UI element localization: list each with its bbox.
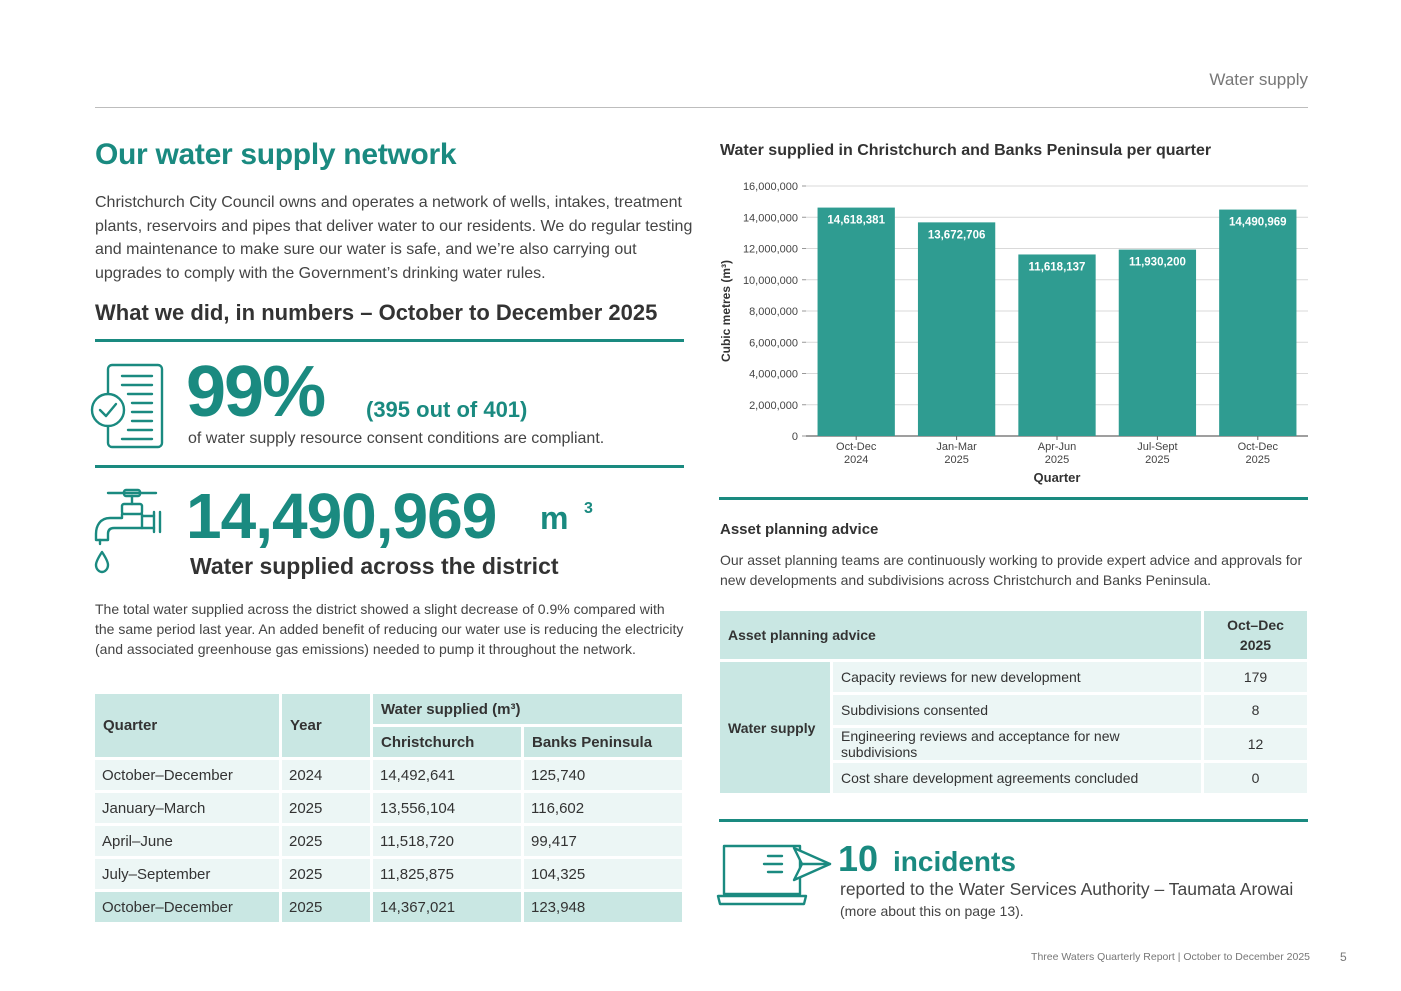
water-supplied-unit: m xyxy=(540,500,569,536)
section-label: Water supply xyxy=(1209,70,1308,89)
asset-planning-title: Asset planning advice xyxy=(720,521,879,538)
bar-data-label: 14,490,969 xyxy=(1229,216,1287,229)
y-tick-label: 0 xyxy=(791,431,798,443)
cell-year: 2024 xyxy=(289,766,323,784)
water-supplied-value: 14,490,969 xyxy=(186,480,497,552)
asset-header-quarter: Oct–Dec xyxy=(1227,617,1284,633)
compliance-description: of water supply resource consent conditions are compliant. xyxy=(188,430,605,447)
asset-planning-table xyxy=(717,608,1310,796)
divider xyxy=(95,339,684,342)
water-supplied-table xyxy=(92,691,685,925)
table-row xyxy=(95,826,682,856)
col-quarter-header: Quarter xyxy=(95,694,279,757)
page-title: Our water supply network xyxy=(95,138,457,171)
asset-row-label: Subdivisions consented xyxy=(841,702,989,718)
y-axis-label: Cubic metres (m³) xyxy=(719,259,733,363)
y-tick-label: 2,000,000 xyxy=(749,399,798,412)
y-tick-label: 12,000,000 xyxy=(742,243,798,256)
cell-quarter: July–September xyxy=(102,865,211,883)
x-tick-label: Apr-Jun xyxy=(1037,441,1077,453)
x-tick-label: Oct-Dec xyxy=(1237,441,1278,453)
incidents-count: 10 xyxy=(838,838,879,879)
y-tick-label: 8,000,000 xyxy=(749,306,798,318)
cell-banks: 125,740 xyxy=(531,766,586,784)
table-row xyxy=(95,793,682,823)
cell-banks: 123,948 xyxy=(531,898,586,916)
x-tick-label: Jul-Sept xyxy=(1137,441,1178,453)
x-tick-label-year: 2025 xyxy=(1245,454,1271,466)
bar xyxy=(818,208,895,436)
cell-christchurch: 11,518,720 xyxy=(380,832,454,850)
bar xyxy=(918,222,995,436)
y-tick-label: 14,000,000 xyxy=(742,212,798,225)
cell-year: 2025 xyxy=(289,898,323,916)
asset-row-label: Engineering reviews and acceptance for new subdivisions xyxy=(841,728,1120,760)
bar xyxy=(1219,210,1296,436)
asset-row-label: Capacity reviews for new development xyxy=(841,669,1081,685)
cell-year: 2025 xyxy=(289,832,323,850)
bar-data-label: 13,672,706 xyxy=(927,229,986,242)
col-year-header: Year xyxy=(282,694,370,757)
table-row xyxy=(720,662,1307,692)
col-banks-header: Banks Peninsula xyxy=(524,727,682,757)
x-tick-label: Oct-Dec xyxy=(836,441,877,453)
cell-christchurch: 11,825,875 xyxy=(380,865,454,883)
cell-christchurch: 14,492,641 xyxy=(380,766,456,784)
checklist-icon xyxy=(88,362,168,452)
x-tick-label: Jan-Mar xyxy=(936,441,977,453)
bar xyxy=(1119,250,1196,436)
water-supplied-description: Water supplied across the district xyxy=(190,553,559,579)
incidents-label: incidents xyxy=(893,846,1016,877)
water-supplied-paragraph: The total water supplied across the district showed a slight decrease of 0.9% compared with the same period last year. An added benefit of reducing our water use is reducing the electricity (and associated greenhouse gas emissions) needed to pump it throughout the network. xyxy=(95,601,684,657)
compliance-percent: 99% xyxy=(186,352,325,432)
laptop-send-icon xyxy=(716,840,834,910)
cell-quarter: January–March xyxy=(102,799,206,817)
col-christchurch-header: Christchurch xyxy=(373,727,521,757)
bar-data-label: 11,930,200 xyxy=(1128,256,1186,269)
water-supplied-unit-sup: 3 xyxy=(584,500,593,517)
chart-title: Water supplied in Christchurch and Banks Peninsula per quarter xyxy=(720,142,1212,159)
cell-quarter: October–December xyxy=(102,766,233,784)
page-header xyxy=(95,66,1308,108)
divider xyxy=(95,465,684,468)
cell-quarter: April–June xyxy=(102,832,173,850)
table-row xyxy=(95,760,682,790)
intro-paragraph: Christchurch City Council owns and operates a network of wells, intakes, treatment plants, reservoirs and pipes that deliver water to our residents. We do regular testing and maintenance to make sure our water is safe, and we’re also carrying out upgrades to comply with the Government’s drinking water rules. xyxy=(95,194,693,282)
bar-data-label: 11,618,137 xyxy=(1028,261,1086,274)
asset-row-value: 8 xyxy=(1251,702,1260,718)
asset-group-label: Water supply xyxy=(720,662,830,793)
asset-header-label: Asset planning advice xyxy=(720,611,1201,659)
tap-icon xyxy=(90,488,170,578)
table-row xyxy=(95,859,682,889)
x-tick-label-year: 2025 xyxy=(1145,454,1170,466)
y-tick-label: 4,000,000 xyxy=(749,368,798,381)
cell-christchurch: 14,367,021 xyxy=(380,898,456,916)
cell-quarter: October–December xyxy=(102,898,233,916)
asset-row-value: 0 xyxy=(1251,770,1260,786)
divider xyxy=(719,497,1308,500)
compliance-count: (395 out of 401) xyxy=(366,397,528,422)
asset-header-period xyxy=(1204,611,1307,659)
cell-banks: 104,325 xyxy=(531,865,586,883)
y-tick-label: 6,000,000 xyxy=(749,337,798,350)
cell-year: 2025 xyxy=(289,865,323,883)
x-axis-label: Quarter xyxy=(1033,470,1081,485)
col-supplied-header: Water supplied (m³) xyxy=(373,694,682,724)
water-supplied-bar-chart xyxy=(718,172,1310,492)
table-row xyxy=(95,892,682,922)
cell-christchurch: 13,556,104 xyxy=(380,799,456,817)
asset-header-year: 2025 xyxy=(1239,637,1272,653)
bar-data-label: 14,618,381 xyxy=(827,214,885,227)
incidents-description: reported to the Water Services Authority – Taumata Arowai xyxy=(840,879,1294,899)
asset-planning-description: Our asset planning teams are continuously working to provide expert advice and approvals for new developments and subdivisions across Christchurch and Banks Peninsula. xyxy=(720,552,1303,588)
cell-year: 2025 xyxy=(289,799,323,817)
bar xyxy=(1018,254,1095,436)
footer-text: Three Waters Quarterly Report | October to December 2025 xyxy=(1031,951,1310,963)
x-tick-label-year: 2025 xyxy=(944,454,969,466)
numbers-heading: What we did, in numbers – October to December 2025 xyxy=(95,300,658,325)
y-tick-label: 10,000,000 xyxy=(742,274,798,287)
page-number: 5 xyxy=(1340,950,1347,964)
divider xyxy=(719,819,1308,822)
x-tick-label-year: 2025 xyxy=(1044,454,1070,466)
incidents-note: (more about this on page 13). xyxy=(840,903,1024,919)
cell-banks: 116,602 xyxy=(531,799,585,817)
cell-banks: 99,417 xyxy=(531,832,577,850)
asset-row-label: Cost share development agreements concluded xyxy=(841,770,1139,786)
asset-row-value: 12 xyxy=(1247,736,1264,752)
x-tick-label-year: 2024 xyxy=(843,454,869,466)
asset-row-value: 179 xyxy=(1243,669,1268,685)
y-tick-label: 16,000,000 xyxy=(742,181,798,193)
